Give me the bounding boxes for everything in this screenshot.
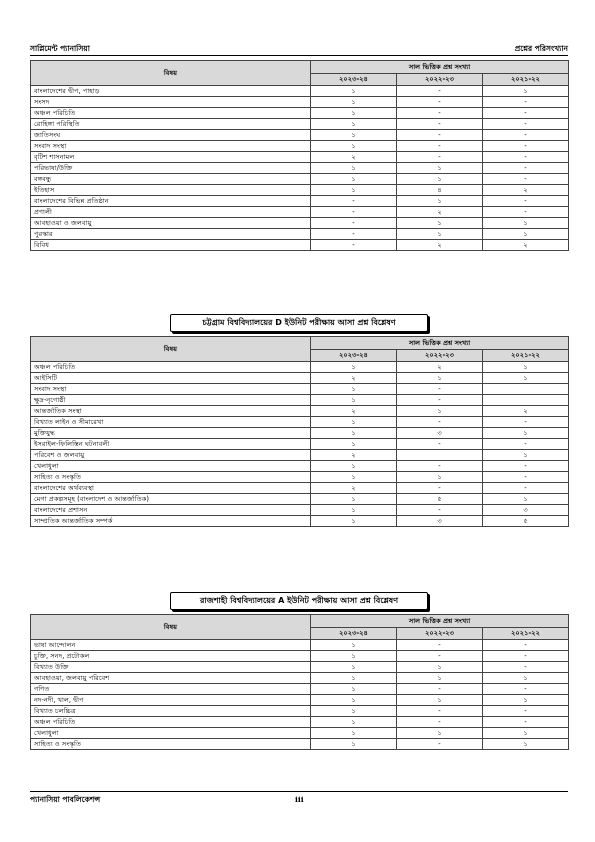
subject-cell: আন্তর্জাতিক সংস্থা [31, 406, 311, 417]
count-cell: - [483, 651, 569, 662]
subject-cell: মুক্তিযুদ্ধ [31, 428, 311, 439]
subject-cell: পরিবেশ ও জলবায়ু [31, 450, 311, 461]
count-cell: - [483, 163, 569, 174]
subject-cell: সংবাদ সংস্থা [31, 384, 311, 395]
table-row [31, 384, 569, 395]
subject-cell: পুরস্কার [31, 229, 311, 240]
count-cell: ১ [397, 373, 483, 384]
count-cell: - [483, 461, 569, 472]
column-header-year: ২০২২-২৩ [397, 74, 483, 86]
subject-cell: রোহিঙ্গা পরিস্থিতি [31, 119, 311, 130]
table-row [31, 461, 569, 472]
count-cell: ১ [311, 472, 397, 483]
count-cell: - [483, 439, 569, 450]
count-cell: ১ [483, 673, 569, 684]
footer-divider [30, 791, 568, 792]
count-cell: - [483, 483, 569, 494]
count-cell: ১ [397, 229, 483, 240]
count-cell: ২ [483, 240, 569, 251]
table-row [31, 684, 569, 695]
count-cell: ১ [483, 373, 569, 384]
count-cell [483, 384, 569, 395]
subject-cell: অঞ্চল পরিচিতি [31, 362, 311, 373]
count-cell: ১ [397, 218, 483, 229]
count-cell: ১ [311, 108, 397, 119]
column-header-year: ২০২১-২২ [483, 628, 569, 640]
count-cell: ১ [397, 728, 483, 739]
table-row [31, 196, 569, 207]
question-table-rajshahi-a-unit [30, 614, 569, 750]
count-cell: - [483, 152, 569, 163]
count-cell: - [483, 640, 569, 651]
count-cell: - [483, 417, 569, 428]
table-row [31, 417, 569, 428]
count-cell: ১ [311, 428, 397, 439]
count-cell: - [397, 97, 483, 108]
subject-cell: খেলাধুলা [31, 728, 311, 739]
count-cell [397, 450, 483, 461]
count-cell: ১ [483, 362, 569, 373]
count-cell: ২ [311, 152, 397, 163]
count-cell: ৩ [483, 505, 569, 516]
header-section-title: প্রশ্নের পরিসংখ্যান [514, 44, 568, 53]
table-row [31, 439, 569, 450]
table-row [31, 108, 569, 119]
count-cell: - [311, 218, 397, 229]
count-cell: ১ [311, 86, 397, 97]
subject-cell: ভাষা আন্দোলন [31, 640, 311, 651]
footer-publisher: প্যানাসিয়া পাবলিকেশন্স [30, 795, 101, 804]
count-cell: ১ [311, 651, 397, 662]
count-cell: - [483, 662, 569, 673]
count-cell: ১ [311, 417, 397, 428]
count-cell: - [483, 207, 569, 218]
count-cell: ১ [311, 695, 397, 706]
subject-cell: পরিভাষা/উক্তি [31, 163, 311, 174]
count-cell: ২ [311, 450, 397, 461]
table-row [31, 505, 569, 516]
count-cell: - [397, 384, 483, 395]
count-cell: - [311, 240, 397, 251]
subject-cell: নদ-নদী, খাল, দ্বীপ [31, 695, 311, 706]
count-cell: ২ [311, 483, 397, 494]
table-row [31, 97, 569, 108]
table-row [31, 640, 569, 651]
subject-cell: বিখ্যাত লাইন ও সীমারেখা [31, 417, 311, 428]
count-cell: - [397, 108, 483, 119]
section-banner-chittagong: চট্টগ্রাম বিশ্ববিদ্যালয়ের D ইউনিট পরীক্ষায় আসা প্রশ্ন বিশ্লেষণ [170, 314, 428, 332]
count-cell: ১ [311, 185, 397, 196]
subject-cell: আইসিটি [31, 373, 311, 384]
subject-cell: সংবাদ সংস্থা [31, 141, 311, 152]
column-header-year: ২০২৩-২৪ [311, 628, 397, 640]
column-header-year: ২০২২-২৩ [397, 628, 483, 640]
count-cell: ১ [483, 229, 569, 240]
subject-cell: ক্ষুদ্র-নৃগোষ্ঠী [31, 395, 311, 406]
table-row [31, 472, 569, 483]
subject-cell: বিবিধ [31, 240, 311, 251]
count-cell: - [397, 119, 483, 130]
table-row [31, 119, 569, 130]
table-row [31, 163, 569, 174]
count-cell: ২ [311, 406, 397, 417]
count-cell: - [397, 505, 483, 516]
count-cell: - [483, 108, 569, 119]
table-header-row [31, 337, 569, 350]
count-cell: ১ [483, 86, 569, 97]
header-book-title: সাপ্লিমেন্ট প্যানাসিয়া [30, 44, 90, 53]
count-cell: ১ [311, 362, 397, 373]
count-cell: - [397, 717, 483, 728]
table-row [31, 218, 569, 229]
table-row [31, 450, 569, 461]
table-row [31, 130, 569, 141]
count-cell: ৫ [397, 494, 483, 505]
count-cell: ২ [311, 373, 397, 384]
count-cell: ১ [311, 684, 397, 695]
subject-cell: প্রণালী [31, 207, 311, 218]
table-row [31, 695, 569, 706]
count-cell: - [483, 472, 569, 483]
count-cell: ১ [311, 384, 397, 395]
count-cell: ২ [483, 185, 569, 196]
count-cell: ১ [311, 494, 397, 505]
table-row [31, 739, 569, 750]
header-divider [30, 55, 568, 56]
count-cell: - [311, 207, 397, 218]
count-cell: - [483, 97, 569, 108]
count-cell: ১ [397, 163, 483, 174]
count-cell: ১ [311, 673, 397, 684]
count-cell: ১ [397, 174, 483, 185]
question-table-1 [30, 60, 569, 251]
table-row [31, 174, 569, 185]
count-cell: ১ [397, 673, 483, 684]
count-cell: - [397, 706, 483, 717]
count-cell: - [483, 119, 569, 130]
column-header-year: ২০২১-২২ [483, 350, 569, 362]
column-header-year-group: সাল ভিত্তিক প্রশ্ন সংখ্যা [311, 61, 569, 74]
subject-cell: খেলাধুলা [31, 461, 311, 472]
count-cell: ১ [311, 640, 397, 651]
count-cell: ১ [311, 130, 397, 141]
count-cell: ২ [397, 362, 483, 373]
table-row [31, 494, 569, 505]
subject-cell: আবহাওয়া ও জলবায়ু [31, 218, 311, 229]
count-cell: ১ [311, 662, 397, 673]
count-cell: - [483, 130, 569, 141]
subject-cell: বাংলাদেশের দ্বীপ, পাহাড় [31, 86, 311, 97]
table-header-row [31, 61, 569, 74]
table-row [31, 86, 569, 97]
count-cell: - [397, 651, 483, 662]
count-cell: ১ [311, 706, 397, 717]
count-cell: ১ [311, 163, 397, 174]
count-cell: ৪ [397, 185, 483, 196]
table-row [31, 152, 569, 163]
count-cell: ৩ [397, 516, 483, 527]
column-header-year: ২০২২-২৩ [397, 350, 483, 362]
subject-cell: অঞ্চল পরিচিতি [31, 717, 311, 728]
count-cell: ১ [483, 739, 569, 750]
count-cell: ১ [397, 196, 483, 207]
subject-cell: ইতিহাস [31, 185, 311, 196]
table-row [31, 651, 569, 662]
count-cell: - [483, 706, 569, 717]
table-row [31, 428, 569, 439]
table-row [31, 662, 569, 673]
count-cell: ২ [397, 207, 483, 218]
count-cell: - [397, 461, 483, 472]
table-row [31, 673, 569, 684]
subject-cell: বিখ্যাত উক্তি [31, 662, 311, 673]
table-row [31, 240, 569, 251]
count-cell: ১ [483, 218, 569, 229]
count-cell: ১ [311, 505, 397, 516]
count-cell: ২ [397, 240, 483, 251]
count-cell: ১ [311, 717, 397, 728]
count-cell: ১ [311, 516, 397, 527]
subject-cell: সাহিত্য ও সংস্কৃতি [31, 739, 311, 750]
subject-cell: বাংলাদেশের বিভিন্ন প্রতিষ্ঠান [31, 196, 311, 207]
table-row [31, 728, 569, 739]
count-cell: ১ [483, 450, 569, 461]
count-cell: - [397, 739, 483, 750]
count-cell: ১ [397, 695, 483, 706]
count-cell: - [483, 717, 569, 728]
subject-cell: জাতিসংঘ [31, 130, 311, 141]
page-number: iii [295, 795, 304, 804]
subject-cell: বাংলাদেশের অর্থব্যবস্থা [31, 483, 311, 494]
column-header-year-group: সাল ভিত্তিক প্রশ্ন সংখ্যা [311, 615, 569, 628]
count-cell: - [397, 483, 483, 494]
count-cell: - [397, 417, 483, 428]
count-cell: - [397, 86, 483, 97]
table-row [31, 395, 569, 406]
count-cell: - [483, 196, 569, 207]
count-cell: ১ [397, 472, 483, 483]
count-cell: ১ [311, 728, 397, 739]
table-row [31, 717, 569, 728]
count-cell: ১ [311, 739, 397, 750]
count-cell: - [483, 141, 569, 152]
count-cell: - [311, 196, 397, 207]
table-row [31, 229, 569, 240]
count-cell: ১ [311, 141, 397, 152]
count-cell: - [483, 684, 569, 695]
count-cell: ১ [311, 439, 397, 450]
count-cell: - [397, 141, 483, 152]
count-cell: - [397, 439, 483, 450]
count-cell: - [483, 174, 569, 185]
table-row [31, 141, 569, 152]
subject-cell: বঙ্গবন্ধু [31, 174, 311, 185]
count-cell: - [397, 130, 483, 141]
subject-cell: বিখ্যাত চলচ্চিত্র [31, 706, 311, 717]
column-header-year-group: সাল ভিত্তিক প্রশ্ন সংখ্যা [311, 337, 569, 350]
subject-cell: মেগা প্রকল্পসমূহ (বাংলাদেশ ও আন্তর্জাতিক) [31, 494, 311, 505]
subject-cell: সাম্প্রতিক আন্তর্জাতিক সম্পর্ক [31, 516, 311, 527]
count-cell [483, 395, 569, 406]
table-row [31, 706, 569, 717]
count-cell: ১ [311, 395, 397, 406]
subject-cell: অঞ্চল পরিচিতি [31, 108, 311, 119]
count-cell: ১ [311, 119, 397, 130]
subject-cell: বৃটিশ শাসনামল [31, 152, 311, 163]
count-cell: - [397, 684, 483, 695]
count-cell: ১ [483, 494, 569, 505]
count-cell: ৫ [483, 516, 569, 527]
subject-cell: বাংলাদেশের প্রশাসন [31, 505, 311, 516]
subject-cell: সাহিত্য ও সংস্কৃতি [31, 472, 311, 483]
count-cell: ১ [397, 662, 483, 673]
subject-cell: ইসরাইল-ফিলিস্তিন ঘটনাবলী [31, 439, 311, 450]
subject-cell: গণিত [31, 684, 311, 695]
count-cell: - [397, 640, 483, 651]
column-header-year: ২০২১-২২ [483, 74, 569, 86]
table-row [31, 207, 569, 218]
table-row [31, 483, 569, 494]
table-row [31, 516, 569, 527]
column-header-subject: বিষয় [31, 61, 311, 86]
count-cell: ২ [483, 406, 569, 417]
subject-cell: চুক্তি, সনদ, প্রটোকল [31, 651, 311, 662]
count-cell: ১ [483, 428, 569, 439]
table-header-row [31, 615, 569, 628]
count-cell: ১ [311, 97, 397, 108]
table-row [31, 406, 569, 417]
column-header-subject: বিষয় [31, 337, 311, 362]
subject-cell: আবহাওয়া, জলবায়ু পরিবেশ [31, 673, 311, 684]
column-header-subject: বিষয় [31, 615, 311, 640]
count-cell: - [397, 395, 483, 406]
question-table-chittagong-d-unit [30, 336, 569, 527]
column-header-year: ২০২৩-২৪ [311, 74, 397, 86]
count-cell: ১ [311, 461, 397, 472]
section-banner-rajshahi: রাজশাহী বিশ্ববিদ্যালয়ের A ইউনিট পরীক্ষায় আসা প্রশ্ন বিশ্লেষণ [170, 592, 428, 610]
column-header-year: ২০২৩-২৪ [311, 350, 397, 362]
count-cell: - [397, 152, 483, 163]
count-cell: - [311, 229, 397, 240]
count-cell: ১ [483, 728, 569, 739]
count-cell: ১ [311, 174, 397, 185]
count-cell: ১ [397, 406, 483, 417]
count-cell: ৩ [397, 428, 483, 439]
table-row [31, 185, 569, 196]
table-row [31, 373, 569, 384]
table-row [31, 362, 569, 373]
count-cell: ১ [483, 695, 569, 706]
subject-cell: সংসদ [31, 97, 311, 108]
